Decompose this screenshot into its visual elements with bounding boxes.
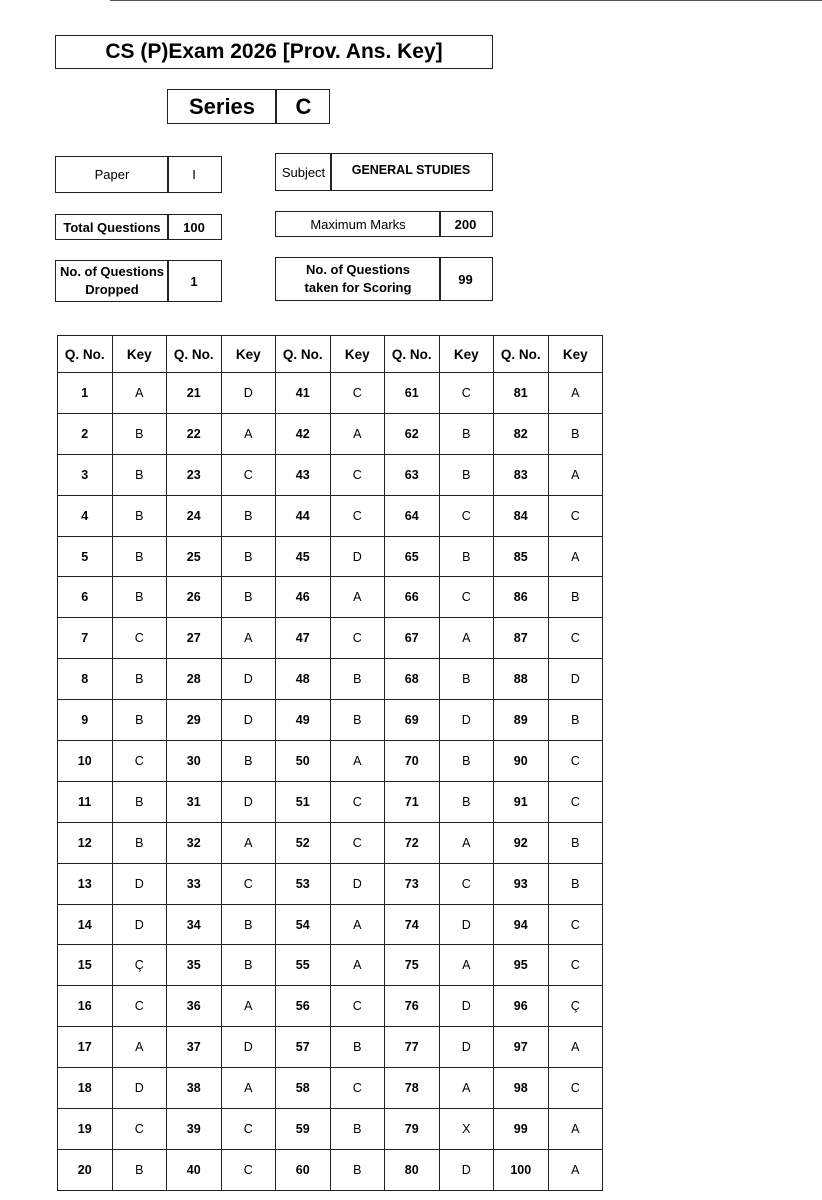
question-number: 76 — [385, 986, 440, 1027]
key-header: Key — [439, 336, 494, 373]
answer-key: C — [548, 1068, 603, 1109]
question-number: 39 — [167, 1109, 222, 1150]
key-header: Key — [221, 336, 276, 373]
answer-key: B — [330, 700, 385, 741]
question-number: 78 — [385, 1068, 440, 1109]
answer-key: B — [112, 577, 167, 618]
qno-header: Q. No. — [385, 336, 440, 373]
answer-key: C — [330, 495, 385, 536]
answer-key: A — [330, 413, 385, 454]
question-number: 63 — [385, 454, 440, 495]
question-number: 42 — [276, 413, 331, 454]
question-number: 8 — [58, 659, 113, 700]
answer-key: A — [221, 822, 276, 863]
question-number: 5 — [58, 536, 113, 577]
answer-key: C — [330, 373, 385, 414]
question-number: 3 — [58, 454, 113, 495]
question-number: 89 — [494, 700, 549, 741]
answer-key: A — [330, 577, 385, 618]
table-row — [58, 781, 603, 822]
question-number: 17 — [58, 1027, 113, 1068]
answer-key: A — [548, 1027, 603, 1068]
answer-key: B — [112, 495, 167, 536]
question-number: 45 — [276, 536, 331, 577]
question-number: 97 — [494, 1027, 549, 1068]
scan-top-edge — [110, 0, 822, 1]
question-number: 99 — [494, 1109, 549, 1150]
answer-key: A — [221, 986, 276, 1027]
question-number: 67 — [385, 618, 440, 659]
question-number: 100 — [494, 1149, 549, 1190]
dropped-label-line1: No. of Questions — [60, 264, 164, 279]
answer-key: B — [439, 454, 494, 495]
question-number: 21 — [167, 373, 222, 414]
series-label: Series — [188, 93, 256, 119]
question-number: 65 — [385, 536, 440, 577]
question-number: 28 — [167, 659, 222, 700]
table-row — [58, 1068, 603, 1109]
question-number: 47 — [276, 618, 331, 659]
question-number: 98 — [494, 1068, 549, 1109]
qno-header: Q. No. — [494, 336, 549, 373]
question-number: 84 — [494, 495, 549, 536]
maximum-marks-label: Maximum Marks — [310, 216, 406, 232]
answer-key: C — [330, 781, 385, 822]
series-value: C — [295, 93, 312, 119]
question-number: 90 — [494, 741, 549, 782]
qno-header: Q. No. — [58, 336, 113, 373]
answer-key: A — [439, 945, 494, 986]
question-number: 60 — [276, 1149, 331, 1190]
answer-key: B — [221, 945, 276, 986]
answer-key: X — [439, 1109, 494, 1150]
table-row — [58, 904, 603, 945]
paper-box — [55, 156, 222, 193]
answer-key: B — [221, 904, 276, 945]
answer-key: A — [330, 904, 385, 945]
question-number: 34 — [167, 904, 222, 945]
answer-key: A — [439, 822, 494, 863]
answer-key: C — [221, 1149, 276, 1190]
answer-key: B — [112, 454, 167, 495]
question-number: 49 — [276, 700, 331, 741]
question-number: 18 — [58, 1068, 113, 1109]
answer-key: C — [221, 863, 276, 904]
question-number: 6 — [58, 577, 113, 618]
table-row — [58, 1149, 603, 1190]
question-number: 35 — [167, 945, 222, 986]
question-number: 56 — [276, 986, 331, 1027]
question-number: 11 — [58, 781, 113, 822]
table-row — [58, 700, 603, 741]
table-row — [58, 1109, 603, 1150]
table-row — [58, 659, 603, 700]
answer-key: A — [439, 1068, 494, 1109]
answer-key: A — [330, 945, 385, 986]
question-number: 64 — [385, 495, 440, 536]
answer-key: B — [439, 659, 494, 700]
answer-key: C — [330, 618, 385, 659]
scoring-label-line2: taken for Scoring — [304, 280, 412, 295]
answer-key: C — [112, 618, 167, 659]
question-number: 22 — [167, 413, 222, 454]
subject-box — [275, 153, 493, 191]
qno-header: Q. No. — [167, 336, 222, 373]
question-number: 46 — [276, 577, 331, 618]
maximum-marks-box — [275, 211, 493, 237]
answer-key: D — [439, 700, 494, 741]
question-number: 19 — [58, 1109, 113, 1150]
paper-label: Paper — [94, 167, 130, 182]
question-number: 66 — [385, 577, 440, 618]
question-number: 4 — [58, 495, 113, 536]
question-number: 43 — [276, 454, 331, 495]
question-number: 50 — [276, 741, 331, 782]
question-number: 44 — [276, 495, 331, 536]
answer-key: C — [112, 741, 167, 782]
dropped-label — [56, 261, 168, 301]
question-number: 85 — [494, 536, 549, 577]
answer-key: D — [221, 700, 276, 741]
question-number: 15 — [58, 945, 113, 986]
question-number: 58 — [276, 1068, 331, 1109]
qno-header: Q. No. — [276, 336, 331, 373]
answer-key: B — [112, 413, 167, 454]
table-row — [58, 373, 603, 414]
question-number: 73 — [385, 863, 440, 904]
question-number: 88 — [494, 659, 549, 700]
answer-key: B — [548, 822, 603, 863]
table-row — [58, 986, 603, 1027]
answer-key: B — [439, 781, 494, 822]
series-box — [167, 89, 330, 124]
question-number: 95 — [494, 945, 549, 986]
question-number: 33 — [167, 863, 222, 904]
question-number: 2 — [58, 413, 113, 454]
dropped-value: 1 — [190, 273, 198, 289]
question-number: 9 — [58, 700, 113, 741]
answer-key: A — [221, 618, 276, 659]
answer-key: B — [330, 1027, 385, 1068]
answer-key: C — [330, 986, 385, 1027]
answer-key: B — [112, 659, 167, 700]
question-number: 14 — [58, 904, 113, 945]
key-header: Key — [112, 336, 167, 373]
table-row — [58, 822, 603, 863]
question-number: 94 — [494, 904, 549, 945]
page-title: CS (P)Exam 2026 [Prov. Ans. Key] — [55, 35, 493, 69]
answer-key: D — [330, 536, 385, 577]
answer-key: C — [548, 904, 603, 945]
question-number: 38 — [167, 1068, 222, 1109]
maximum-marks-value: 200 — [454, 216, 477, 232]
question-number: 75 — [385, 945, 440, 986]
question-number: 51 — [276, 781, 331, 822]
question-number: 16 — [58, 986, 113, 1027]
question-number: 48 — [276, 659, 331, 700]
answer-key: D — [112, 863, 167, 904]
answer-key: B — [330, 659, 385, 700]
question-number: 13 — [58, 863, 113, 904]
question-number: 25 — [167, 536, 222, 577]
question-number: 61 — [385, 373, 440, 414]
answer-key: D — [221, 1027, 276, 1068]
answer-key: D — [330, 863, 385, 904]
question-number: 31 — [167, 781, 222, 822]
table-row — [58, 863, 603, 904]
total-questions-label: Total Questions — [63, 219, 161, 235]
answer-key: A — [112, 1027, 167, 1068]
answer-key: A — [548, 454, 603, 495]
question-number: 24 — [167, 495, 222, 536]
answer-key: A — [112, 373, 167, 414]
question-number: 92 — [494, 822, 549, 863]
answer-key: B — [548, 413, 603, 454]
question-number: 57 — [276, 1027, 331, 1068]
question-number: 7 — [58, 618, 113, 659]
answer-key: D — [439, 1027, 494, 1068]
answer-key: B — [330, 1109, 385, 1150]
answer-key-table — [57, 335, 603, 1191]
answer-key: B — [112, 536, 167, 577]
answer-key: A — [548, 1149, 603, 1190]
question-number: 68 — [385, 659, 440, 700]
question-number: 52 — [276, 822, 331, 863]
answer-key: D — [439, 904, 494, 945]
subject-value: GENERAL STUDIES — [351, 163, 471, 177]
answer-key: B — [221, 741, 276, 782]
answer-key: D — [439, 986, 494, 1027]
total-questions-value: 100 — [183, 219, 205, 235]
scoring-box — [275, 257, 493, 301]
answer-key: C — [439, 495, 494, 536]
answer-key: A — [548, 1109, 603, 1150]
answer-key: C — [221, 1109, 276, 1150]
answer-key: B — [439, 536, 494, 577]
answer-key: Ç — [548, 986, 603, 1027]
question-number: 74 — [385, 904, 440, 945]
question-number: 96 — [494, 986, 549, 1027]
table-row — [58, 741, 603, 782]
answer-key-header-row — [58, 336, 603, 373]
question-number: 91 — [494, 781, 549, 822]
question-number: 71 — [385, 781, 440, 822]
answer-key: Ç — [112, 945, 167, 986]
answer-key-body — [58, 373, 603, 1191]
question-number: 81 — [494, 373, 549, 414]
answer-key: B — [548, 863, 603, 904]
key-header: Key — [548, 336, 603, 373]
answer-key: B — [221, 495, 276, 536]
table-row — [58, 945, 603, 986]
question-number: 10 — [58, 741, 113, 782]
question-number: 93 — [494, 863, 549, 904]
answer-key: D — [548, 659, 603, 700]
answer-key: C — [439, 373, 494, 414]
answer-key: C — [330, 454, 385, 495]
answer-key: D — [439, 1149, 494, 1190]
question-number: 69 — [385, 700, 440, 741]
answer-key: A — [548, 536, 603, 577]
key-header: Key — [330, 336, 385, 373]
question-number: 83 — [494, 454, 549, 495]
question-number: 54 — [276, 904, 331, 945]
question-number: 27 — [167, 618, 222, 659]
answer-key: B — [112, 1149, 167, 1190]
answer-key: C — [548, 781, 603, 822]
scoring-label — [276, 258, 440, 300]
scoring-value: 99 — [458, 271, 473, 287]
answer-key: C — [548, 945, 603, 986]
question-number: 72 — [385, 822, 440, 863]
table-row — [58, 618, 603, 659]
answer-key: B — [112, 700, 167, 741]
answer-key: C — [330, 822, 385, 863]
answer-key: B — [112, 781, 167, 822]
answer-key: C — [548, 495, 603, 536]
question-number: 87 — [494, 618, 549, 659]
scoring-label-line1: No. of Questions — [306, 262, 410, 277]
subject-label: Subject — [281, 164, 326, 180]
question-number: 29 — [167, 700, 222, 741]
table-row — [58, 1027, 603, 1068]
answer-key: B — [439, 413, 494, 454]
answer-key: A — [548, 373, 603, 414]
question-number: 26 — [167, 577, 222, 618]
answer-key: D — [221, 781, 276, 822]
question-number: 40 — [167, 1149, 222, 1190]
question-number: 55 — [276, 945, 331, 986]
paper-value: I — [192, 167, 196, 182]
question-number: 37 — [167, 1027, 222, 1068]
question-number: 32 — [167, 822, 222, 863]
question-number: 77 — [385, 1027, 440, 1068]
question-number: 23 — [167, 454, 222, 495]
question-number: 82 — [494, 413, 549, 454]
answer-key: C — [548, 741, 603, 782]
question-number: 86 — [494, 577, 549, 618]
question-number: 53 — [276, 863, 331, 904]
table-row — [58, 413, 603, 454]
answer-key: C — [439, 863, 494, 904]
question-number: 20 — [58, 1149, 113, 1190]
answer-key: D — [221, 659, 276, 700]
answer-key: B — [330, 1149, 385, 1190]
answer-key: D — [221, 373, 276, 414]
table-row — [58, 495, 603, 536]
answer-key: D — [112, 904, 167, 945]
answer-key: D — [112, 1068, 167, 1109]
question-number: 59 — [276, 1109, 331, 1150]
question-number: 12 — [58, 822, 113, 863]
table-row — [58, 577, 603, 618]
answer-key: B — [439, 741, 494, 782]
answer-key: C — [112, 986, 167, 1027]
answer-key: A — [221, 1068, 276, 1109]
answer-key: B — [548, 700, 603, 741]
answer-key: B — [221, 536, 276, 577]
answer-key: C — [548, 618, 603, 659]
question-number: 80 — [385, 1149, 440, 1190]
dropped-box — [55, 260, 222, 302]
answer-key: B — [221, 577, 276, 618]
question-number: 1 — [58, 373, 113, 414]
answer-key: B — [112, 822, 167, 863]
question-number: 62 — [385, 413, 440, 454]
question-number: 36 — [167, 986, 222, 1027]
question-number: 41 — [276, 373, 331, 414]
answer-key: C — [221, 454, 276, 495]
total-questions-box — [55, 214, 222, 240]
answer-key: A — [439, 618, 494, 659]
answer-key: C — [439, 577, 494, 618]
table-row — [58, 536, 603, 577]
answer-key: C — [112, 1109, 167, 1150]
answer-key: A — [221, 413, 276, 454]
answer-key: C — [330, 1068, 385, 1109]
question-number: 70 — [385, 741, 440, 782]
question-number: 30 — [167, 741, 222, 782]
question-number: 79 — [385, 1109, 440, 1150]
dropped-label-line2: Dropped — [85, 282, 139, 297]
answer-key: A — [330, 741, 385, 782]
answer-key: B — [548, 577, 603, 618]
table-row — [58, 454, 603, 495]
